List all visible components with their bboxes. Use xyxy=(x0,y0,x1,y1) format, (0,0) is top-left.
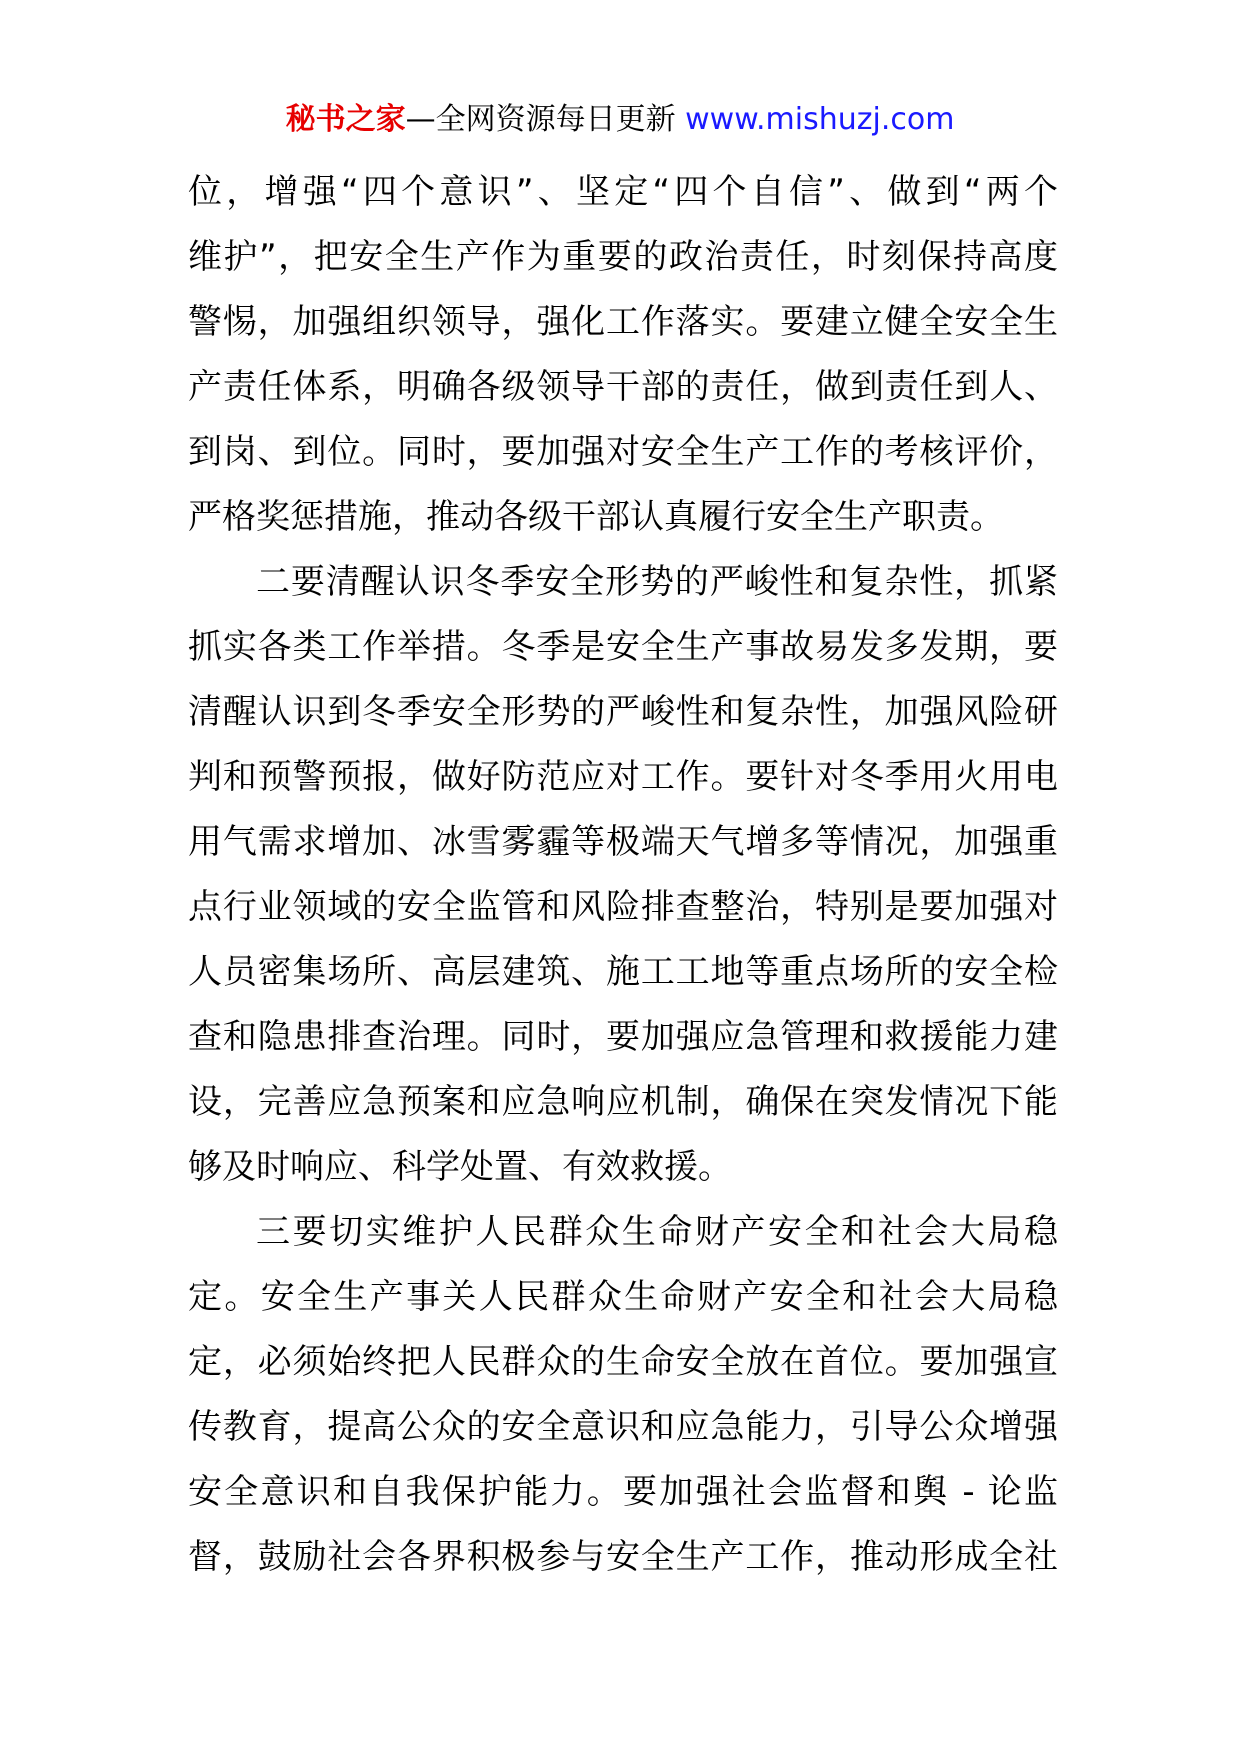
site-url-link[interactable]: www.mishuzj.com xyxy=(685,102,955,137)
body-line: 定，必须始终把人民群众的生命安全放在首位。要加强宣 xyxy=(188,1342,1058,1382)
body-line: 用气需求增加、冰雪雾霾等极端天气增多等情况，加强重 xyxy=(188,822,1058,862)
body-line: 督，鼓励社会各界积极参与安全生产工作，推动形成全社 xyxy=(188,1537,1058,1577)
body-line: 清醒认识到冬季安全形势的严峻性和复杂性，加强风险研 xyxy=(188,692,1058,732)
body-line: 严格奖惩措施，推动各级干部认真履行安全生产职责。 xyxy=(188,497,1004,537)
body-line: 设，完善应急预案和应急响应机制，确保在突发情况下能 xyxy=(188,1082,1058,1122)
body-line: 定。安全生产事关人民群众生命财产安全和社会大局稳 xyxy=(188,1277,1058,1317)
body-line: 传教育，提高公众的安全意识和应急能力，引导公众增强 xyxy=(188,1407,1058,1447)
body-line: 够及时响应、科学处置、有效救援。 xyxy=(188,1147,732,1187)
site-banner xyxy=(0,98,1240,142)
body-line: 产责任体系，明确各级领导干部的责任，做到责任到人、 xyxy=(188,367,1058,407)
body-line: 人员密集场所、高层建筑、施工工地等重点场所的安全检 xyxy=(188,952,1058,992)
body-line: 警惕，加强组织领导，强化工作落实。要建立健全安全生 xyxy=(188,302,1058,342)
body-line: 位，增强“四个意识”、坚定“四个自信”、做到“两个 xyxy=(188,172,1058,212)
body-line: 维护”，把安全生产作为重要的政治责任，时刻保持高度 xyxy=(188,237,1058,277)
site-tagline: —全网资源每日更新 xyxy=(405,102,676,137)
body-line: 点行业领域的安全监管和风险排查整治，特别是要加强对 xyxy=(188,887,1058,927)
document-body xyxy=(188,160,1058,1590)
body-line: 查和隐患排查治理。同时，要加强应急管理和救援能力建 xyxy=(188,1017,1058,1057)
body-line: 到岗、到位。同时，要加强对安全生产工作的考核评价， xyxy=(188,432,1058,472)
paragraph-2-first-line: 二要清醒认识冬季安全形势的严峻性和复杂性，抓紧 xyxy=(256,562,1058,602)
body-line: 安全意识和自我保护能力。要加强社会监督和舆 - 论监 xyxy=(188,1472,1058,1512)
body-line: 抓实各类工作举措。冬季是安全生产事故易发多发期，要 xyxy=(188,627,1058,667)
paragraph-3-first-line: 三要切实维护人民群众生命财产安全和社会大局稳 xyxy=(256,1212,1058,1252)
body-line: 判和预警预报，做好防范应对工作。要针对冬季用火用电 xyxy=(188,757,1058,797)
site-brand: 秘书之家 xyxy=(285,102,406,137)
